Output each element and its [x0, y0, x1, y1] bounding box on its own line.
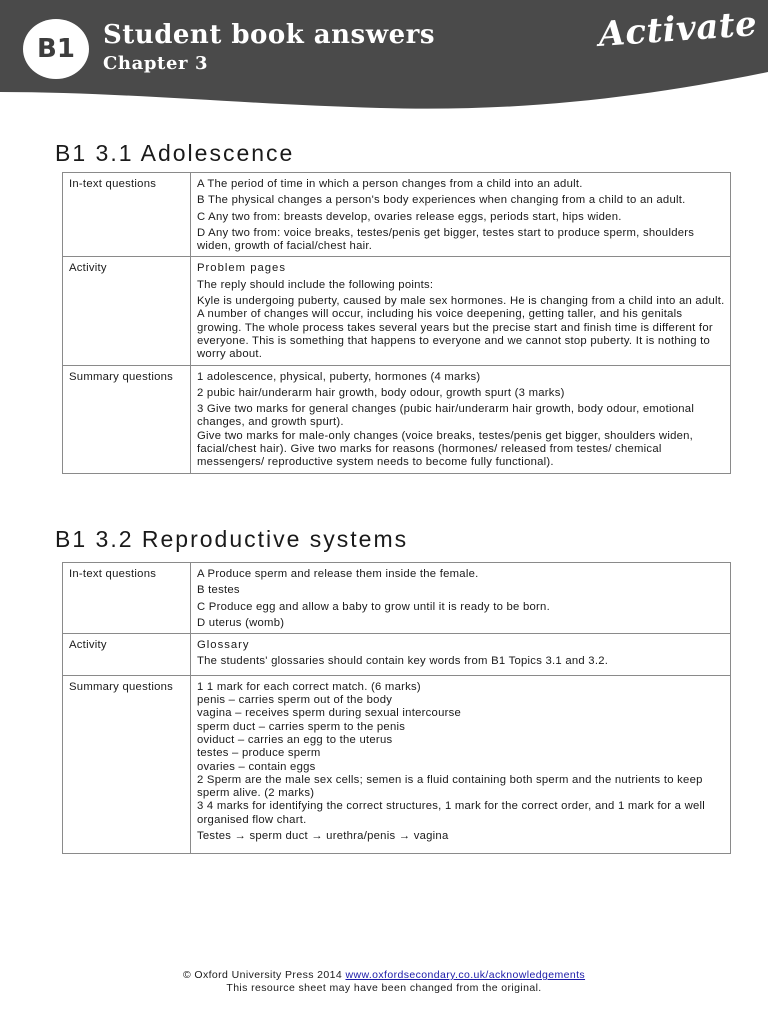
row-content	[191, 257, 731, 365]
footer	[0, 969, 768, 995]
row-label: In-text questions	[63, 173, 191, 257]
row-label: Summary questions	[63, 365, 191, 473]
acknowledgements-link[interactable]: www.oxfordsecondary.co.uk/acknowledgements	[345, 969, 586, 981]
answer-line: B testes	[197, 584, 240, 597]
row-label: Activity	[63, 634, 191, 676]
answer-line: ovaries – contain eggs	[197, 760, 316, 773]
answer-line: C Produce egg and allow a baby to grow until it is ready to be born.	[197, 600, 550, 613]
section-title-adolescence: B1 3.1 Adolescence	[55, 140, 295, 166]
header-chapter: Chapter 3	[103, 53, 209, 74]
answer-line: Give two marks for male-only changes (voice breaks, testes/penis get bigger, shoulders widen, facial/chest hair). Give two marks for reasons (hormones/ released from testes/ chemical messengers/ reproductive system needs to become fully functional).	[197, 429, 694, 469]
answer-line: C Any two from: breasts develop, ovaries release eggs, periods start, hips widen.	[197, 210, 622, 223]
answer-line: Kyle is undergoing puberty, caused by male sex hormones. He is changing from a child into an adult. A number of changes will occur, including his voice deepening, getting taller, and his genitals growing. The whole process takes several years but the precise start and finish time is different for everyone. This is something that happens to everyone and we cannot stop puberty. It is nothing to worry about.	[197, 295, 725, 361]
answer-line: testes – produce sperm	[197, 747, 321, 760]
row-content	[191, 365, 731, 473]
answer-line: oviduct – carries an egg to the uterus	[197, 733, 393, 746]
footer-line	[0, 969, 768, 982]
answer-line: vagina – receives sperm during sexual intercourse	[197, 707, 462, 720]
header-banner	[0, 0, 768, 120]
answer-line: A The period of time in which a person changes from a child into an adult.	[197, 178, 583, 190]
table-row	[63, 365, 731, 473]
answer-line: 3 4 marks for identifying the correct structures, 1 mark for the correct order, and 1 mark for a well organised flow chart.	[197, 800, 706, 826]
answer-line: Problem pages	[197, 262, 286, 275]
answer-line: D Any two from: voice breaks, testes/penis get bigger, testes start to produce sperm, shoulders widen, growth of facial/chest hair.	[197, 226, 695, 253]
row-label: In-text questions	[63, 563, 191, 634]
row-label: Summary questions	[63, 675, 191, 854]
header-title: Student book answers	[103, 20, 435, 50]
table-row	[63, 675, 731, 854]
section-title-reproductive-systems: B1 3.2 Reproductive systems	[55, 526, 409, 552]
answer-line: A Produce sperm and release them inside the female.	[197, 568, 479, 580]
answer-line: The students' glossaries should contain key words from B1 Topics 3.1 and 3.2.	[197, 655, 609, 668]
answer-line: The reply should include the following points:	[197, 278, 434, 291]
answers-table-adolescence	[62, 172, 731, 474]
row-content	[191, 675, 731, 854]
table-row	[63, 563, 731, 634]
answer-line: Glossary	[197, 639, 250, 652]
row-content	[191, 173, 731, 257]
answer-line: 2 pubic hair/underarm hair growth, body odour, growth spurt (3 marks)	[197, 386, 565, 399]
table-row	[63, 257, 731, 365]
unit-badge: B1	[23, 19, 89, 79]
answer-line: D uterus (womb)	[197, 616, 285, 629]
table-row	[63, 173, 731, 257]
answers-table-reproductive-systems	[62, 562, 731, 854]
brand-logo: Activate	[597, 4, 759, 56]
table-row	[63, 634, 731, 676]
answer-line: penis – carries sperm out of the body	[197, 694, 393, 707]
copyright-text: © Oxford University Press 2014	[182, 969, 343, 981]
answer-line: sperm duct – carries sperm to the penis	[197, 720, 406, 733]
answer-line: Testes → sperm duct → urethra/penis → vagina	[197, 830, 449, 843]
answer-line: 1 adolescence, physical, puberty, hormones (4 marks)	[197, 370, 481, 383]
answer-line: 3 Give two marks for general changes (pubic hair/underarm hair growth, body odour, emotional changes, and growth spurt).	[197, 403, 695, 429]
footer-note: This resource sheet may have been changed from the original.	[226, 982, 542, 994]
row-content	[191, 634, 731, 676]
answer-line: 1 1 mark for each correct match. (6 marks)	[197, 680, 421, 693]
row-label: Activity	[63, 257, 191, 365]
answer-line: B The physical changes a person's body experiences when changing from a child to an adult.	[197, 194, 686, 207]
answer-line: 2 Sperm are the male sex cells; semen is a fluid containing both sperm and the nutrients to keep sperm alive. (2 marks)	[197, 773, 703, 800]
row-content	[191, 563, 731, 634]
